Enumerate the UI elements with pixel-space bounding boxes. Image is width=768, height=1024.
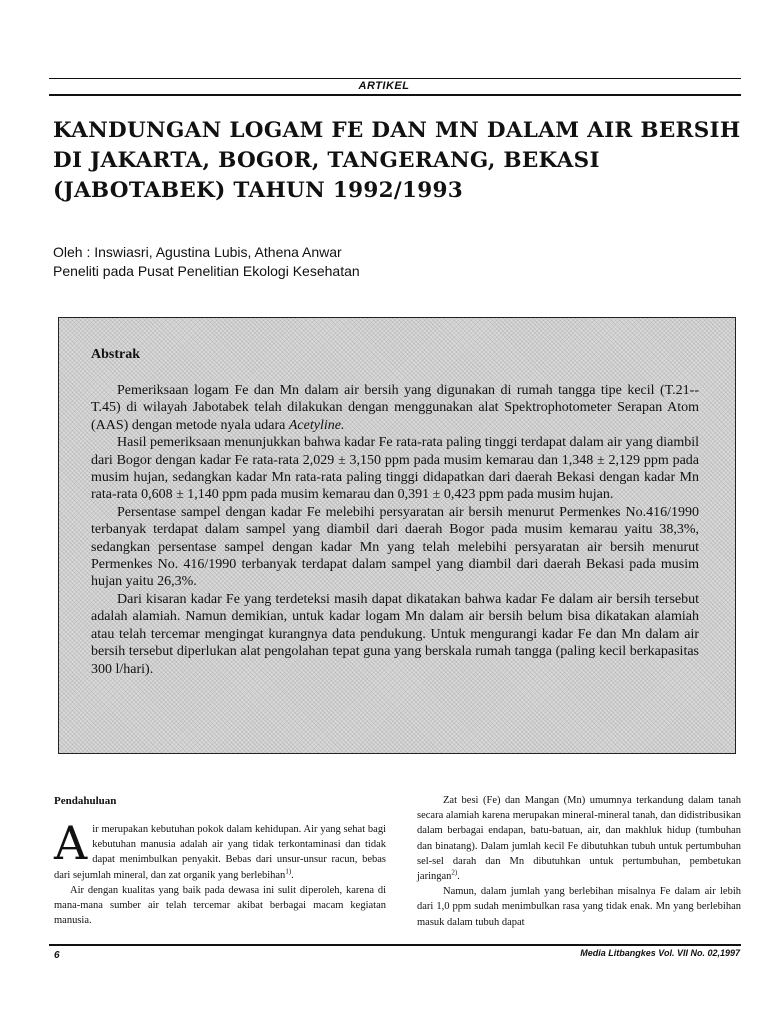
- abstract-paragraph: Persentase sampel dengan kadar Fe melebihi persyaratan air bersih menurut Permenkes No.416/1990 terbanyak terdapat dalam sampel yang diambil dari daerah Bogor pada musim kemarau yaitu 38,3%, sedangkan persentase sampel dengan kadar Mn yang telah melebihi persyaratan air bersih menurut Permenkes No. 416/1990 terbanyak terdapat dalam sampel yang diambil dari daerah Bekasi pada musim hujan yaitu 26,3%.: [91, 504, 699, 590]
- author-block: [53, 243, 360, 281]
- title-line: (JABOTABEK) TAHUN 1992/1993: [53, 178, 464, 203]
- body-text: .: [291, 869, 294, 881]
- page-number: 6: [54, 950, 60, 961]
- section-label: ARTIKEL: [358, 80, 410, 92]
- body-column-left: [54, 816, 386, 928]
- body-text: .: [457, 871, 460, 883]
- footnote-ref: 1): [285, 867, 292, 876]
- body-text: Zat besi (Fe) dan Mangan (Mn) umumnya terkandung dalam tanah secara alamiah karena merupakan mineral-mineral tanah, dan didistribusikan dalam berbagai endapan, batu-batuan, air, dan makhluk hidup (tumbuhan dan binatang). Dalam jumlah kecil Fe dibutuhkan tubuh untuk pertumbuhan sel-sel darah dan Mn dibutuhkan untuk pertumbuhan, pembetukan jaringan: [417, 795, 741, 883]
- author-names: Oleh : Inswiasri, Agustina Lubis, Athena Anwar: [53, 244, 342, 260]
- drop-cap: A: [54, 816, 88, 870]
- body-column-right: [417, 793, 741, 930]
- body-paragraph: [417, 793, 741, 884]
- footer-rule: [49, 944, 741, 946]
- article-title: [53, 116, 753, 206]
- header-rule-bottom: [49, 94, 741, 96]
- journal-name: Media Litbangkes Vol. VII No. 02,1997: [580, 948, 740, 958]
- section-heading: Pendahuluan: [54, 795, 117, 807]
- footnote-ref: 2): [451, 868, 458, 877]
- abstract-paragraph: Hasil pemeriksaan menunjukkan bahwa kadar Fe rata-rata paling tinggi terdapat dalam air yang diambil dari Bogor dengan kadar Fe rata-rata 2,029 ± 3,150 ppm pada musim kemarau dan 1,348 ± 2,129 ppm pada musim hujan, sedangkan kadar Mn rata-rata paling tinggi didapatkan dari daerah Bekasi dengan kadar Mn rata-rata 0,608 ± 1,140 ppm pada musim kemarau dan 0,391 ± 0,423 ppm pada musim hujan.: [91, 435, 699, 503]
- title-line: KANDUNGAN LOGAM FE DAN MN DALAM AIR BERSIH: [53, 118, 741, 143]
- abstract-body: [91, 382, 699, 678]
- body-paragraph: Namun, dalam jumlah yang berlebihan misalnya Fe dalam air lebih dari 1,0 ppm sudah menimbulkan rasa yang tidak enak. Mn yang berlebihan masuk dalam tubuh dapat: [417, 886, 741, 928]
- abstract-heading: Abstrak: [91, 347, 141, 362]
- body-text: ir merupakan kebutuhan pokok dalam kehidupan. Air yang sehat bagi kebutuhan manusia adalah air yang tidak terkontaminasi dan tidak dapat menimbulkan penyakit. Bebas dari unsur-unsur racun, bebas dari sejumlah mineral, dan zat organik yang berlebihan: [54, 824, 386, 881]
- body-paragraph: Air dengan kualitas yang baik pada dewasa ini sulit diperoleh, karena di mana-mana sumber air telah tercemar akibat berbagai macam kegiatan manusia.: [54, 884, 386, 927]
- abstract-text: Pemeriksaan logam Fe dan Mn dalam air bersih yang digunakan di rumah tangga tipe kecil (T.21--T.45) di wilayah Jabotabek telah dilakukan dengan menggunakan alat Spektrophotometer Serapan Atom (AAS) dengan metode nyala udara: [91, 383, 699, 433]
- header-rule-top: [49, 78, 741, 79]
- abstract-emphasis: Acetyline.: [288, 417, 345, 433]
- abstract-paragraph: Dari kisaran kadar Fe yang terdeteksi masih dapat dikatakan bahwa kadar Fe dalam air bersih tersebut adalah alamiah. Namun demikian, untuk kadar logam Mn dalam air bersih belum bisa dikatakan alamiah atau telah tercemar mengingat kurangnya data pendukung. Untuk mengurangi kadar Fe dan Mn dalam air bersih tersebut diperlukan alat pengolahan tepat guna yang berskala rumah tangga (paling kecil berkapasitas 300 l/hari).: [91, 591, 699, 677]
- author-affiliation: Peneliti pada Pusat Penelitian Ekologi Kesehatan: [53, 263, 360, 279]
- title-line: DI JAKARTA, BOGOR, TANGERANG, BEKASI: [53, 148, 600, 173]
- abstract-paragraph: [91, 382, 699, 434]
- body-paragraph: [54, 816, 386, 883]
